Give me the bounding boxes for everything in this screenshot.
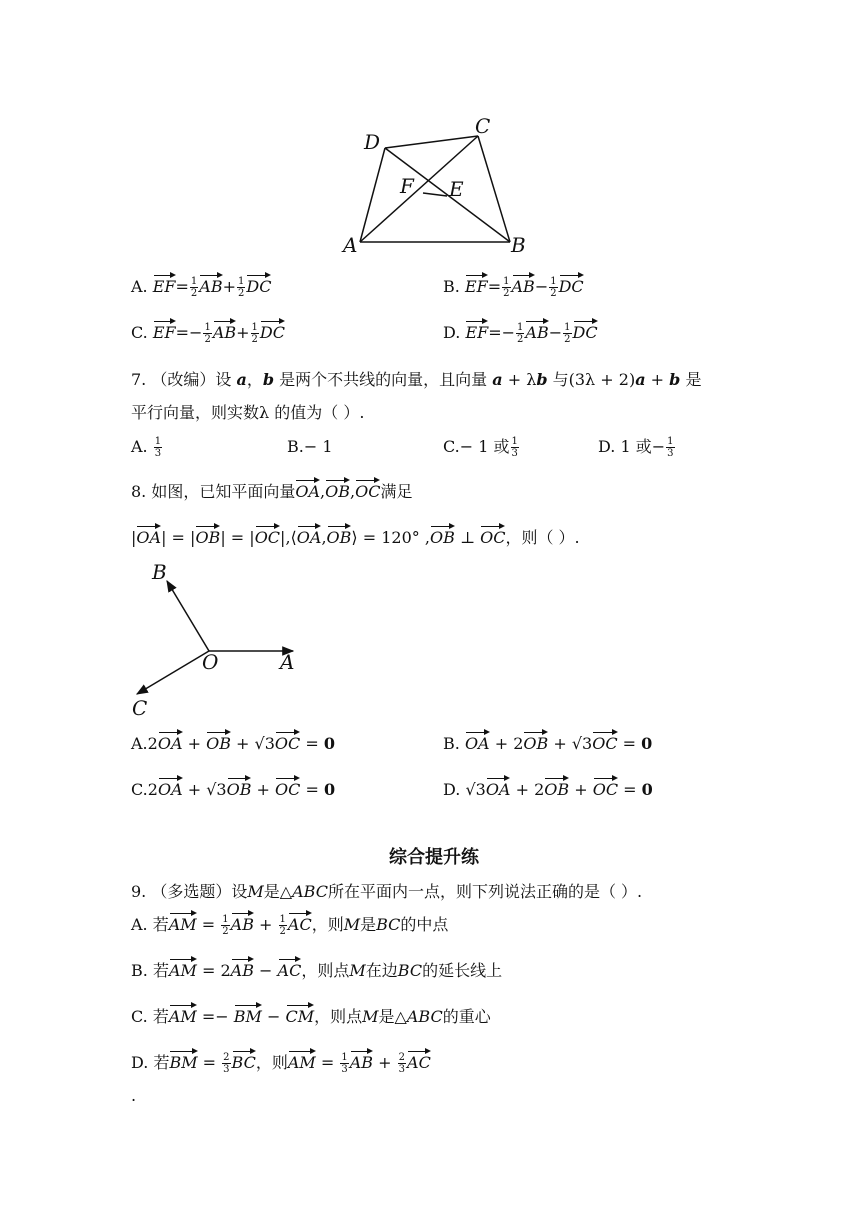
figure-vectors <box>125 560 315 720</box>
label-A: A <box>280 650 295 674</box>
vector-EF: EF <box>153 273 176 295</box>
q6-option-c: C. EF=− $\frac{1}{2}$ AB+ $\frac{1}{2}$ DC <box>131 318 285 348</box>
q8-option-b: B. OA + 2OB + √3OC = 0 <box>443 729 652 759</box>
label-C: C <box>475 114 491 138</box>
q6-option-b: B. EF= $\frac{1}{2}$ AB− $\frac{1}{2}$ DC <box>443 272 584 302</box>
q8-option-c: C.2OA + √3OB + OC = 0 <box>131 775 335 805</box>
q7-option-d: D. 1 或− $\frac{1}{3}$ <box>598 436 674 459</box>
q8-stem-line2: |OA| = |OB| = |OC|,⟨OA,OB⟩ = 120° ,OB ⊥ OC，则（ ）. <box>131 523 580 553</box>
q9-option-a: A. 若AM = $\frac{1}{2}$ AB + $\frac{1}{2}$ AC，则M是BC的中点 <box>131 910 448 940</box>
q8-option-d: D. √3OA + 2OB + OC = 0 <box>443 775 653 805</box>
label-C: C <box>132 696 148 720</box>
q9-option-c: C. 若AM =− BM − CM，则点M是△ABC的重心 <box>131 1002 491 1032</box>
q9-option-b: B. 若AM = 2AB − AC，则点M在边BC的延长线上 <box>131 956 502 986</box>
q6-option-a: A. EF= $\frac{1}{2}$ AB+ $\frac{1}{2}$ DC <box>131 272 271 302</box>
q7-option-c: C.− 1 或 $\frac{1}{3}$ <box>443 436 518 459</box>
label-A: A <box>343 233 358 257</box>
q7-stem-line1: 7. （改编）设 a，b 是两个不共线的向量，且向量 a + λb 与(3λ + 2)a + b 是 <box>131 370 702 389</box>
q9-option-d: D. 若BM = $\frac{2}{3}$ BC，则AM = $\frac{1}{3}$ AB + $\frac{2}{3}$ AC <box>131 1048 431 1078</box>
end-mark: . <box>131 1086 137 1105</box>
q8-option-a: A.2OA + OB + √3OC = 0 <box>131 729 335 759</box>
label-O: O <box>202 650 219 674</box>
q7-stem-line2: 平行向量，则实数λ 的值为（ ）. <box>131 403 365 422</box>
label-B: B <box>152 560 167 584</box>
label-E: E <box>449 177 464 201</box>
label-D: D <box>364 130 381 154</box>
q7-option-a: A. $\frac{1}{3}$ <box>131 436 162 459</box>
label-B: B <box>511 233 526 257</box>
fraction: $\frac{1}{2}$ <box>190 276 198 299</box>
q8-stem-line1: 8. 如图，已知平面向量OA,OB,OC满足 <box>131 477 412 507</box>
label-F: F <box>400 174 414 198</box>
q6-option-d: D. EF=− $\frac{1}{2}$ AB− $\frac{1}{2}$ DC <box>443 318 598 348</box>
figure-trapezoid <box>330 110 540 260</box>
section-title: 综合提升练 <box>389 847 479 868</box>
q9-stem: 9. （多选题）设M是△ABC所在平面内一点，则下列说法正确的是（ ）. <box>131 882 643 901</box>
q7-option-b: B.− 1 <box>287 437 333 456</box>
